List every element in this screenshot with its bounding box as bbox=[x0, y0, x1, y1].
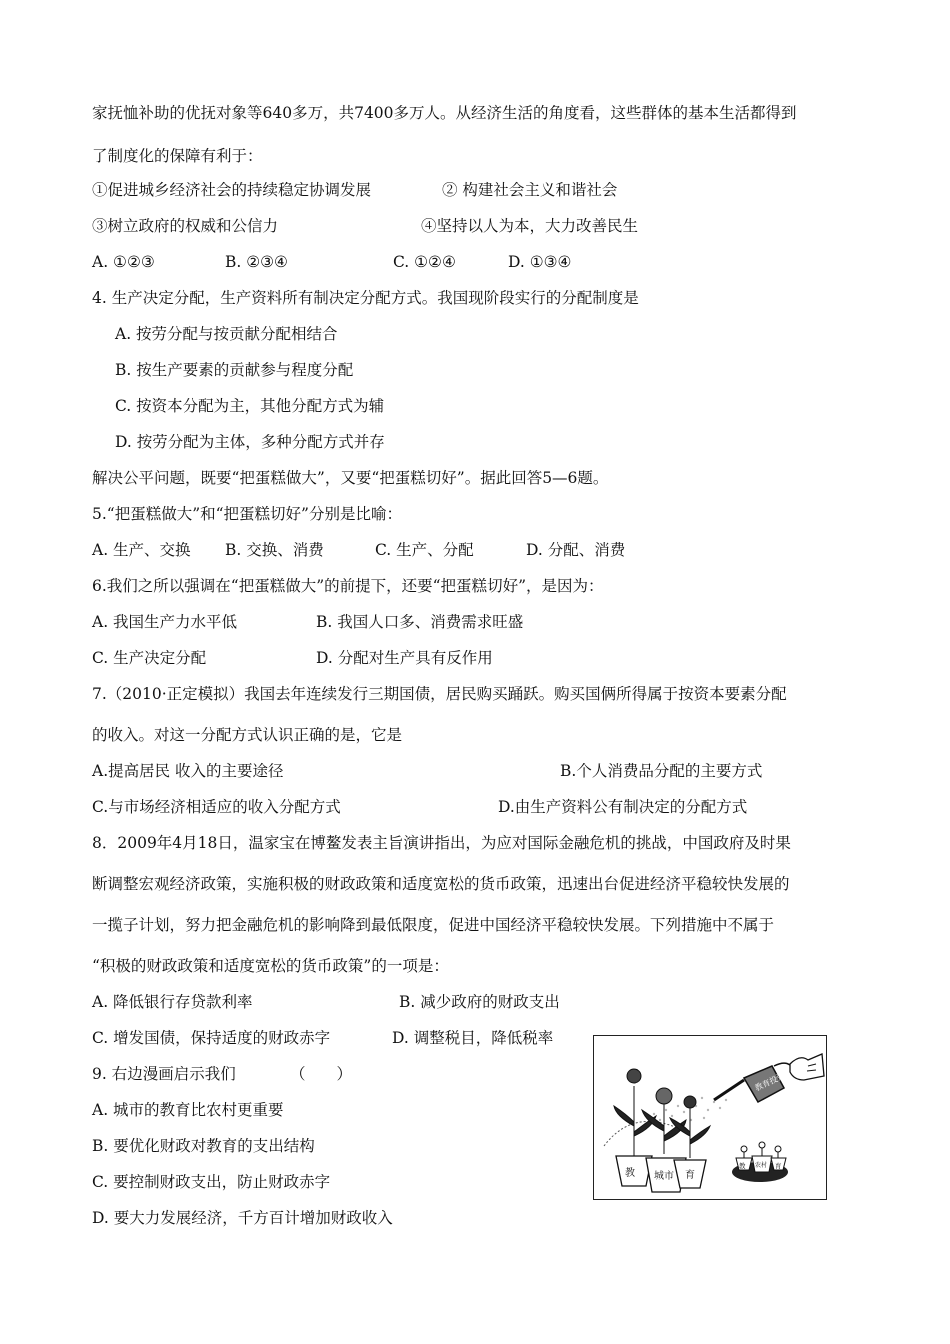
line-13a: A. 生产、交换 bbox=[92, 541, 191, 559]
rural-pot-right-label: 育 bbox=[775, 1162, 782, 1170]
line-27: 9. 右边漫画启示我们 （ ） bbox=[92, 1065, 352, 1083]
line-4b: ④坚持以人为本，大力改善民生 bbox=[421, 217, 639, 235]
line-1: 家抚恤补助的优抚对象等640多万，共7400多万人。从经济生活的角度看，这些群体的基本生活都得到 bbox=[92, 104, 797, 122]
line-11: 解决公平问题，既要“把蛋糕做大”，又要“把蛋糕切好”。据此回答5—6题。 bbox=[92, 469, 609, 487]
line-15a: A. 我国生产力水平低 bbox=[92, 613, 238, 631]
city-pot-middle-label: 城市 bbox=[654, 1171, 674, 1182]
line-31: D. 要大力发展经济，千方百计增加财政收入 bbox=[92, 1209, 393, 1227]
line-19b: B.个人消费品分配的主要方式 bbox=[560, 762, 763, 780]
cartoon-drawing bbox=[594, 1036, 826, 1199]
line-28: A. 城市的教育比农村更重要 bbox=[92, 1101, 284, 1119]
line-5c: C. ①②④ bbox=[393, 253, 456, 271]
rural-pot-left-label: 教 bbox=[739, 1162, 746, 1170]
line-6: 4. 生产决定分配，生产资料所有制决定分配方式。我国现阶段实行的分配制度是 bbox=[92, 289, 639, 307]
line-23: 一揽子计划，努力把金融危机的影响降到最低限度，促进中国经济平稳较快发展。下列措施中不属于 bbox=[92, 916, 775, 934]
line-13b: B. 交换、消费 bbox=[225, 541, 324, 559]
line-12: 5.“把蛋糕做大”和“把蛋糕切好”分别是比喻： bbox=[92, 505, 402, 523]
line-20a: C.与市场经济相适应的收入分配方式 bbox=[92, 798, 341, 816]
line-18: 的收入。对这一分配方式认识正确的是，它是 bbox=[92, 726, 403, 744]
line-26a: C. 增发国债，保持适度的财政赤字 bbox=[92, 1029, 331, 1047]
line-15b: B. 我国人口多、消费需求旺盛 bbox=[316, 613, 524, 631]
line-14: 6.我们之所以强调在“把蛋糕做大”的前提下，还要“把蛋糕切好”，是因为： bbox=[92, 577, 604, 595]
line-24: “积极的财政政策和适度宽松的货币政策”的一项是： bbox=[92, 957, 449, 975]
line-13c: C. 生产、分配 bbox=[375, 541, 474, 559]
line-25b: B. 减少政府的财政支出 bbox=[399, 993, 560, 1011]
line-3a: ①促进城乡经济社会的持续稳定协调发展 bbox=[92, 181, 372, 199]
line-4a: ③树立政府的权威和公信力 bbox=[92, 217, 279, 235]
line-5d: D. ①③④ bbox=[508, 253, 572, 271]
line-16a: C. 生产决定分配 bbox=[92, 649, 207, 667]
line-2: 了制度化的保障有利于： bbox=[92, 147, 263, 165]
line-7: A. 按劳分配与按贡献分配相结合 bbox=[115, 325, 338, 343]
rural-pot-middle-label: 农村 bbox=[755, 1162, 768, 1169]
line-5a: A. ①②③ bbox=[92, 253, 155, 271]
line-29: B. 要优化财政对教育的支出结构 bbox=[92, 1137, 315, 1155]
line-26b: D. 调整税目，降低税率 bbox=[392, 1029, 554, 1047]
line-19a: A.提高居民 收入的主要途径 bbox=[92, 762, 284, 780]
line-10: D. 按劳分配为主体，多种分配方式并存 bbox=[115, 433, 385, 451]
line-22: 断调整宏观经济政策，实施积极的财政政策和适度宽松的货币政策，迅速出台促进经济平稳较快发展的 bbox=[92, 875, 790, 893]
line-5b: B. ②③④ bbox=[225, 253, 288, 271]
line-20b: D.由生产资料公有制决定的分配方式 bbox=[498, 798, 748, 816]
line-30: C. 要控制财政支出，防止财政赤字 bbox=[92, 1173, 331, 1191]
line-13d: D. 分配、消费 bbox=[526, 541, 626, 559]
line-9: C. 按资本分配为主，其他分配方式为辅 bbox=[115, 397, 385, 415]
city-pot-left-label: 教 bbox=[625, 1168, 635, 1179]
line-3b: ② 构建社会主义和谐社会 bbox=[442, 181, 618, 199]
line-8: B. 按生产要素的贡献参与程度分配 bbox=[115, 361, 354, 379]
city-pot-right-label: 育 bbox=[685, 1170, 695, 1181]
education-cartoon bbox=[593, 1035, 827, 1200]
line-25a: A. 降低银行存贷款利率 bbox=[92, 993, 253, 1011]
line-16b: D. 分配对生产具有反作用 bbox=[316, 649, 493, 667]
can-label: 教育投资 bbox=[753, 1071, 787, 1093]
line-17: 7.（2010·正定模拟）我国去年连续发行三期国债，居民购买踊跃。购买国俩所得属于按资本要素分配 bbox=[92, 685, 787, 703]
line-21: 8．2009年4月18日，温家宝在博鳌发表主旨演讲指出，为应对国际金融危机的挑战，中国政府及时果 bbox=[92, 834, 791, 852]
